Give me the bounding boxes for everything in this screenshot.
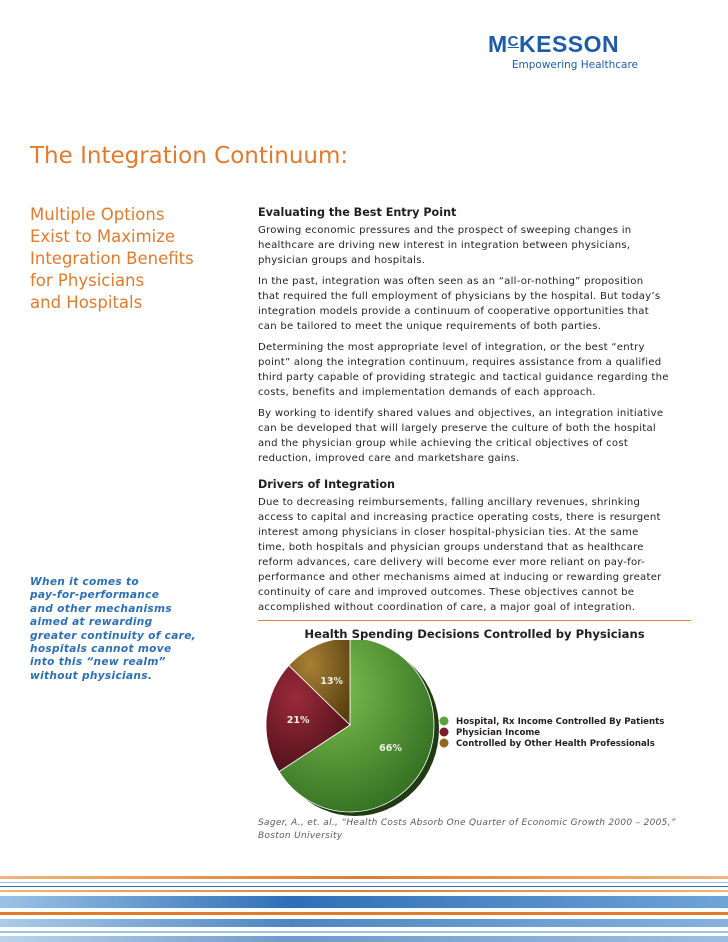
text-line: Due to decreasing reimbursements, falling ancillary revenues, shrinking — [258, 497, 641, 508]
footer-blue-band — [0, 936, 728, 942]
footer-decoration — [0, 876, 728, 942]
pull-quote-line: into this “new realm” — [30, 656, 166, 669]
page-title: The Integration Continuum: — [30, 143, 349, 169]
text-line: Growing economic pressures and the prospect of sweeping changes in — [258, 225, 632, 236]
subtitle-line: for Physicians — [30, 271, 145, 290]
paragraph — [258, 406, 693, 466]
pie-chart — [258, 640, 691, 820]
footer-orange-line — [0, 890, 728, 892]
footer-thin-line — [0, 882, 728, 883]
text-line: and the physician group while achieving the critical objectives of cost — [258, 438, 629, 449]
footer-thin-line — [0, 886, 728, 887]
text-line: can be developed that will largely preserve the culture of both the hospital — [258, 423, 656, 434]
paragraph — [258, 495, 693, 615]
pull-quote-line: aimed at rewarding — [30, 616, 153, 629]
text-line: performance and other mechanisms aimed at inducing or rewarding greater — [258, 572, 662, 583]
pull-quote-line: and other mechanisms — [30, 602, 172, 615]
subtitle-line: and Hospitals — [30, 293, 143, 312]
text-line: access to capital and increasing practice operating costs, there is resurgent — [258, 512, 661, 523]
paragraph — [258, 274, 693, 334]
footer-thin-line — [0, 931, 728, 933]
text-line: interest among physicians in closer hospital-physician ties. At the same — [258, 527, 639, 538]
pull-quote — [30, 576, 250, 683]
pull-quote-line: When it comes to — [30, 576, 139, 588]
subtitle-line: Multiple Options — [30, 205, 165, 224]
pull-quote-line: pay-for-performance — [30, 589, 160, 602]
source-citation — [258, 817, 698, 843]
footer-blue-band — [0, 896, 728, 908]
legend-label: Controlled by Other Health Professionals — [456, 739, 655, 749]
source-line: Boston University — [258, 831, 343, 841]
pie-data-label: 66% — [379, 743, 402, 755]
text-line: integration models provide a continuum of cooperative opportunities that — [258, 306, 649, 317]
text-line: Determining the most appropriate level of integration, or the best “entry — [258, 342, 645, 353]
page-subtitle — [30, 204, 240, 314]
text-line: can be tailored to meet the unique requirements of both parties. — [258, 321, 602, 332]
text-line: By working to identify shared values and objectives, an integration initiative — [258, 408, 664, 419]
subtitle-line: Integration Benefits — [30, 249, 194, 268]
text-line: reduction, improved care and marketshare gains. — [258, 453, 520, 464]
text-line: accomplished without coordination of care, a major goal of integration. — [258, 602, 636, 613]
text-line: reform advances, care delivery will become ever more reliant on pay-for- — [258, 557, 646, 568]
article-body — [258, 205, 693, 621]
text-line: time, both hospitals and physician groups understand that as healthcare — [258, 542, 644, 553]
legend-label: Hospital, Rx Income Controlled By Patients — [456, 717, 665, 727]
text-line: physician groups and hospitals. — [258, 255, 426, 266]
footer-blue-band — [0, 919, 728, 927]
legend-swatch — [440, 728, 449, 737]
source-line: Sager, A., et. al., “Health Costs Absorb One Quarter of Economic Growth 2000 – 2005,” — [258, 818, 676, 828]
section-heading-entry-point: Evaluating the Best Entry Point — [258, 206, 457, 219]
pull-quote-line: greater continuity of care, — [30, 629, 197, 642]
text-line: continuity of care and improved outcomes. These objectives cannot be — [258, 587, 635, 598]
paragraph — [258, 340, 693, 400]
text-line: costs, benefits and implementation demands of each approach. — [258, 387, 596, 398]
legend-swatch — [440, 739, 449, 748]
footer-orange-line — [0, 912, 728, 915]
pull-quote-line: without physicians. — [30, 669, 153, 682]
pie-data-label: 13% — [320, 676, 344, 688]
mckesson-logo — [488, 30, 648, 71]
text-line: point” along the integration continuum, requires assistance from a qualified — [258, 357, 662, 368]
pie-data-label: 21% — [286, 714, 310, 726]
chart-divider — [258, 620, 691, 621]
text-line: In the past, integration was often seen as an “all-or-nothing” proposition — [258, 276, 644, 287]
legend-swatch — [440, 717, 449, 726]
text-line: healthcare are driving new interest in integration between physicians, — [258, 240, 631, 251]
pull-quote-line: hospitals cannot move — [30, 643, 172, 656]
logo-tagline: Empowering Healthcare — [511, 59, 638, 71]
section-heading-drivers: Drivers of Integration — [258, 478, 396, 491]
paragraph — [258, 223, 693, 268]
footer-orange-band — [0, 876, 728, 879]
logo-wordmark: $M^CKESSON$ — [488, 31, 620, 57]
subtitle-line: Exist to Maximize — [30, 227, 176, 246]
legend-label: Physician Income — [456, 728, 541, 738]
text-line: third party capable of providing strategic and tactical guidance regarding the — [258, 372, 669, 383]
chart-title: Health Spending Decisions Controlled by Physicians — [304, 627, 645, 641]
text-line: that required the full employment of physicians by the hospital. But today’s — [258, 291, 661, 302]
